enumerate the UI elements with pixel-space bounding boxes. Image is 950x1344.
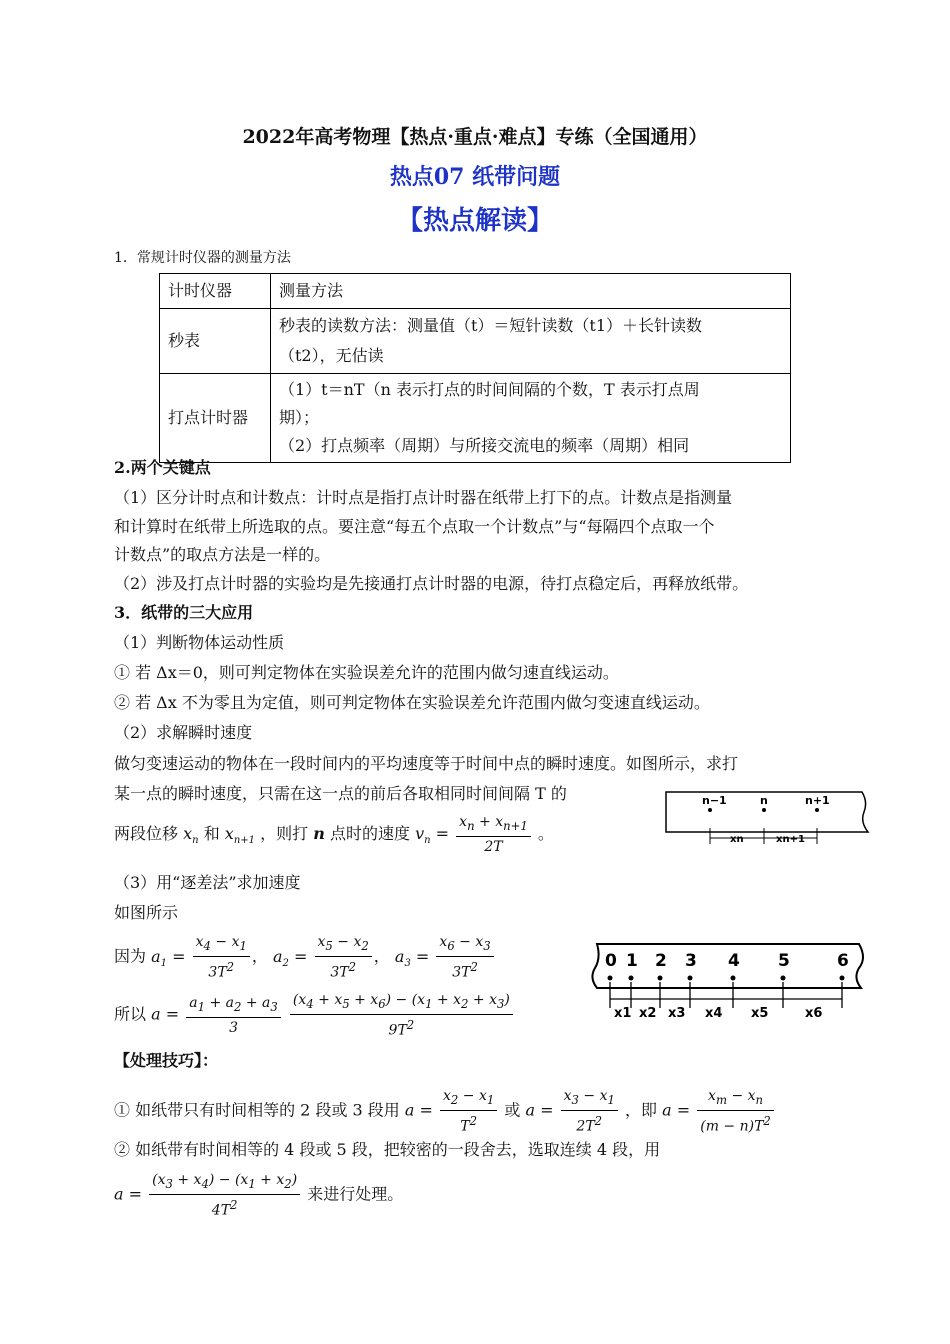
math-xn1: $x_{n+1}$ [224, 823, 256, 847]
subheading: （2）求解瞬时速度 [114, 723, 253, 742]
a-diff-formula: $\frac{(x_4 + x_5 + x_6) - (x_1 + x_2 + x_3)}{9T^2}$ [290, 990, 513, 1040]
tape-dot [658, 976, 663, 981]
table-cell [271, 374, 791, 463]
segment-label: xn [730, 834, 744, 845]
paragraph-line: ① 若 Δx＝0，则可判定物体在实验误差允许的范围内做匀速直线运动。 [114, 663, 619, 682]
a2-formula: $\frac{x_5 - x_2}{3T^2}$ [315, 932, 372, 982]
tape-dot [731, 976, 736, 981]
text: 所以 [114, 1004, 147, 1024]
segment-label: x6 [805, 1006, 823, 1021]
timer-table [159, 273, 791, 463]
table-header-cell: 计时仪器 [160, 274, 271, 309]
section-heading: 【热点解读】 [396, 206, 553, 236]
text: 或 [504, 1100, 521, 1120]
text: 因为 [114, 946, 147, 966]
a1-formula: $\frac{x_4 - x_1}{3T^2}$ [193, 932, 250, 982]
paragraph-line: 如图所示 [114, 903, 179, 922]
table-row [160, 374, 791, 463]
point-label: n−1 [702, 794, 727, 807]
cell-line: 期）； [279, 408, 320, 427]
table-row [160, 274, 791, 309]
table-cell: 秒表 [160, 309, 271, 374]
subheading: （3）用“逐差法”求加速度 [114, 873, 301, 892]
segment-label: x4 [705, 1006, 723, 1021]
point-label: 0 [605, 951, 617, 971]
point-label: 6 [837, 951, 849, 971]
tape-dot [781, 976, 786, 981]
paragraph-line: 计数点”的取点方法是一样的。 [114, 545, 331, 564]
text: ① 如纸带只有时间相等的 2 段或 3 段用 [114, 1100, 400, 1120]
point-label: 1 [626, 951, 638, 971]
text: ，则打 [260, 823, 309, 843]
a-avg-formula: $\frac{a_1 + a_2 + a_3}{3}$ [186, 993, 281, 1038]
cell-line: （1）t＝nT（n 表示打点的时间间隔的个数，T 表示打点周 [279, 380, 700, 399]
point-label: n [760, 794, 768, 807]
table-cell [271, 309, 791, 374]
tip-line-1: ① 如纸带只有时间相等的 2 段或 3 段用 a = $\frac{x_2 - x_1}{T^2}$ 或 a = $\frac{x_3 - x_1}{2T^2}$ ，即 a = $\frac{x_m - x_n}{(m - n)T^2}$ [114, 1086, 776, 1136]
tape-diagram-1 [662, 788, 874, 852]
tip-line-3: a = $\frac{(x_3 + x_4) - (x_1 + x_2)}{4T^2}$ 来进行处理。 [114, 1172, 404, 1219]
segment-label: x2 [639, 1006, 657, 1021]
text: n [313, 823, 325, 843]
math-vn: $v_n$ = [415, 823, 450, 847]
tip-formula-4: $\frac{(x_3 + x_4) - (x_1 + x_2)}{4T^2}$ [149, 1170, 300, 1220]
point-label: 2 [655, 951, 667, 971]
math-xn: $x_n$ [183, 823, 199, 847]
tips-heading: 【处理技巧】： [114, 1051, 219, 1070]
accel-sum: 所以 a = $\frac{a_1 + a_2 + a_3}{3}$ $\frac{(x_4 + x_5 + x_6) - (x_1 + x_2 + x_3)}{9T^2}$ [114, 990, 515, 1040]
velocity-line [114, 812, 554, 857]
paragraph-line: 某一点的瞬时速度，只需在这一点的前后各取相同时间间隔 T 的 [114, 784, 567, 803]
tape-dot [629, 976, 634, 981]
tape-dot [762, 808, 766, 812]
paragraph-line: （2）涉及打点计时器的实验均是先接通打点计时器的电源，待打点稳定后，再释放纸带。 [114, 574, 749, 593]
a3-formula: $\frac{x_6 - x_3}{3T^2}$ [436, 932, 493, 982]
tape-dot [840, 976, 845, 981]
text: 两段位移 [114, 823, 179, 843]
tip-line-2: ② 如纸带有时间相等的 4 段或 5 段，把较密的一段舍去，选取连续 4 段，用 [114, 1140, 661, 1159]
text: 。 [537, 823, 554, 843]
segment-label: x3 [668, 1006, 686, 1021]
segment-label: x1 [614, 1006, 632, 1021]
tape-dot [608, 976, 613, 981]
segment-label: xn+1 [776, 834, 805, 845]
doc-subtitle: 热点07 纸带问题 [389, 164, 561, 190]
paragraph-line: ② 若 Δx 不为零且为定值，则可判定物体在实验误差允许范围内做匀变速直线运动。 [114, 693, 710, 712]
paragraph-line: 和计算时在纸带上所选取的点。要注意“每五个点取一个计数点”与“每隔四个点取一个 [114, 517, 715, 536]
s1-heading: 1．常规计时仪器的测量方法 [114, 250, 291, 266]
tip-formula-1: $\frac{x_2 - x_1}{T^2}$ [440, 1086, 497, 1136]
text: 点时的速度 [329, 823, 410, 843]
velocity-formula: $\frac{x_n + x_{n+1}}{2T}$ [456, 812, 531, 857]
table-cell: 打点计时器 [160, 374, 271, 463]
paragraph-line: （1）区分计时点和计数点：计时点是指打点计时器在纸带上打下的点。计数点是指测量 [114, 488, 733, 507]
table-header-cell: 测量方法 [271, 274, 791, 309]
tape-diagram-2 [585, 938, 870, 1024]
cell-line: （t2），无估读 [279, 346, 384, 365]
table-row [160, 309, 791, 374]
segment-label: x5 [751, 1006, 769, 1021]
s2-heading: 2.两个关键点 [114, 458, 211, 477]
tape-dot [815, 808, 819, 812]
point-label: 3 [685, 951, 697, 971]
tip-formula-2: $\frac{x_3 - x_1}{2T^2}$ [561, 1086, 618, 1136]
subheading: （1）判断物体运动性质 [114, 633, 285, 652]
text: ，即 [625, 1100, 658, 1120]
paragraph-line: 做匀变速运动的物体在一段时间内的平均速度等于时间中点的瞬时速度。如图所示，求打 [114, 754, 739, 773]
cell-line: 秒表的读数方法：测量值（t）＝短针读数（t1）＋长针读数 [279, 316, 703, 335]
text: 来进行处理。 [307, 1184, 404, 1204]
s3-heading: 3．纸带的三大应用 [114, 603, 254, 622]
accel-formulas: 因为 $a_1$ = $\frac{x_4 - x_1}{3T^2}$ ， $a_2$ = $\frac{x_5 - x_2}{3T^2}$ ， $a_3$ = $\frac{x_6 - x_3}{3T^2}$ [114, 932, 496, 982]
tape-dot [688, 976, 693, 981]
point-label: n+1 [805, 794, 830, 807]
point-label: 5 [778, 951, 790, 971]
text: 和 [203, 823, 220, 843]
doc-title: 2022年高考物理【热点·重点·难点】专练（全国通用） [242, 126, 708, 148]
tip-formula-3: $\frac{x_m - x_n}{(m - n)T^2}$ [697, 1086, 774, 1136]
point-label: 4 [728, 951, 740, 971]
tape-dot [708, 808, 712, 812]
cell-line: （2）打点频率（周期）与所接交流电的频率（周期）相同 [279, 436, 690, 455]
